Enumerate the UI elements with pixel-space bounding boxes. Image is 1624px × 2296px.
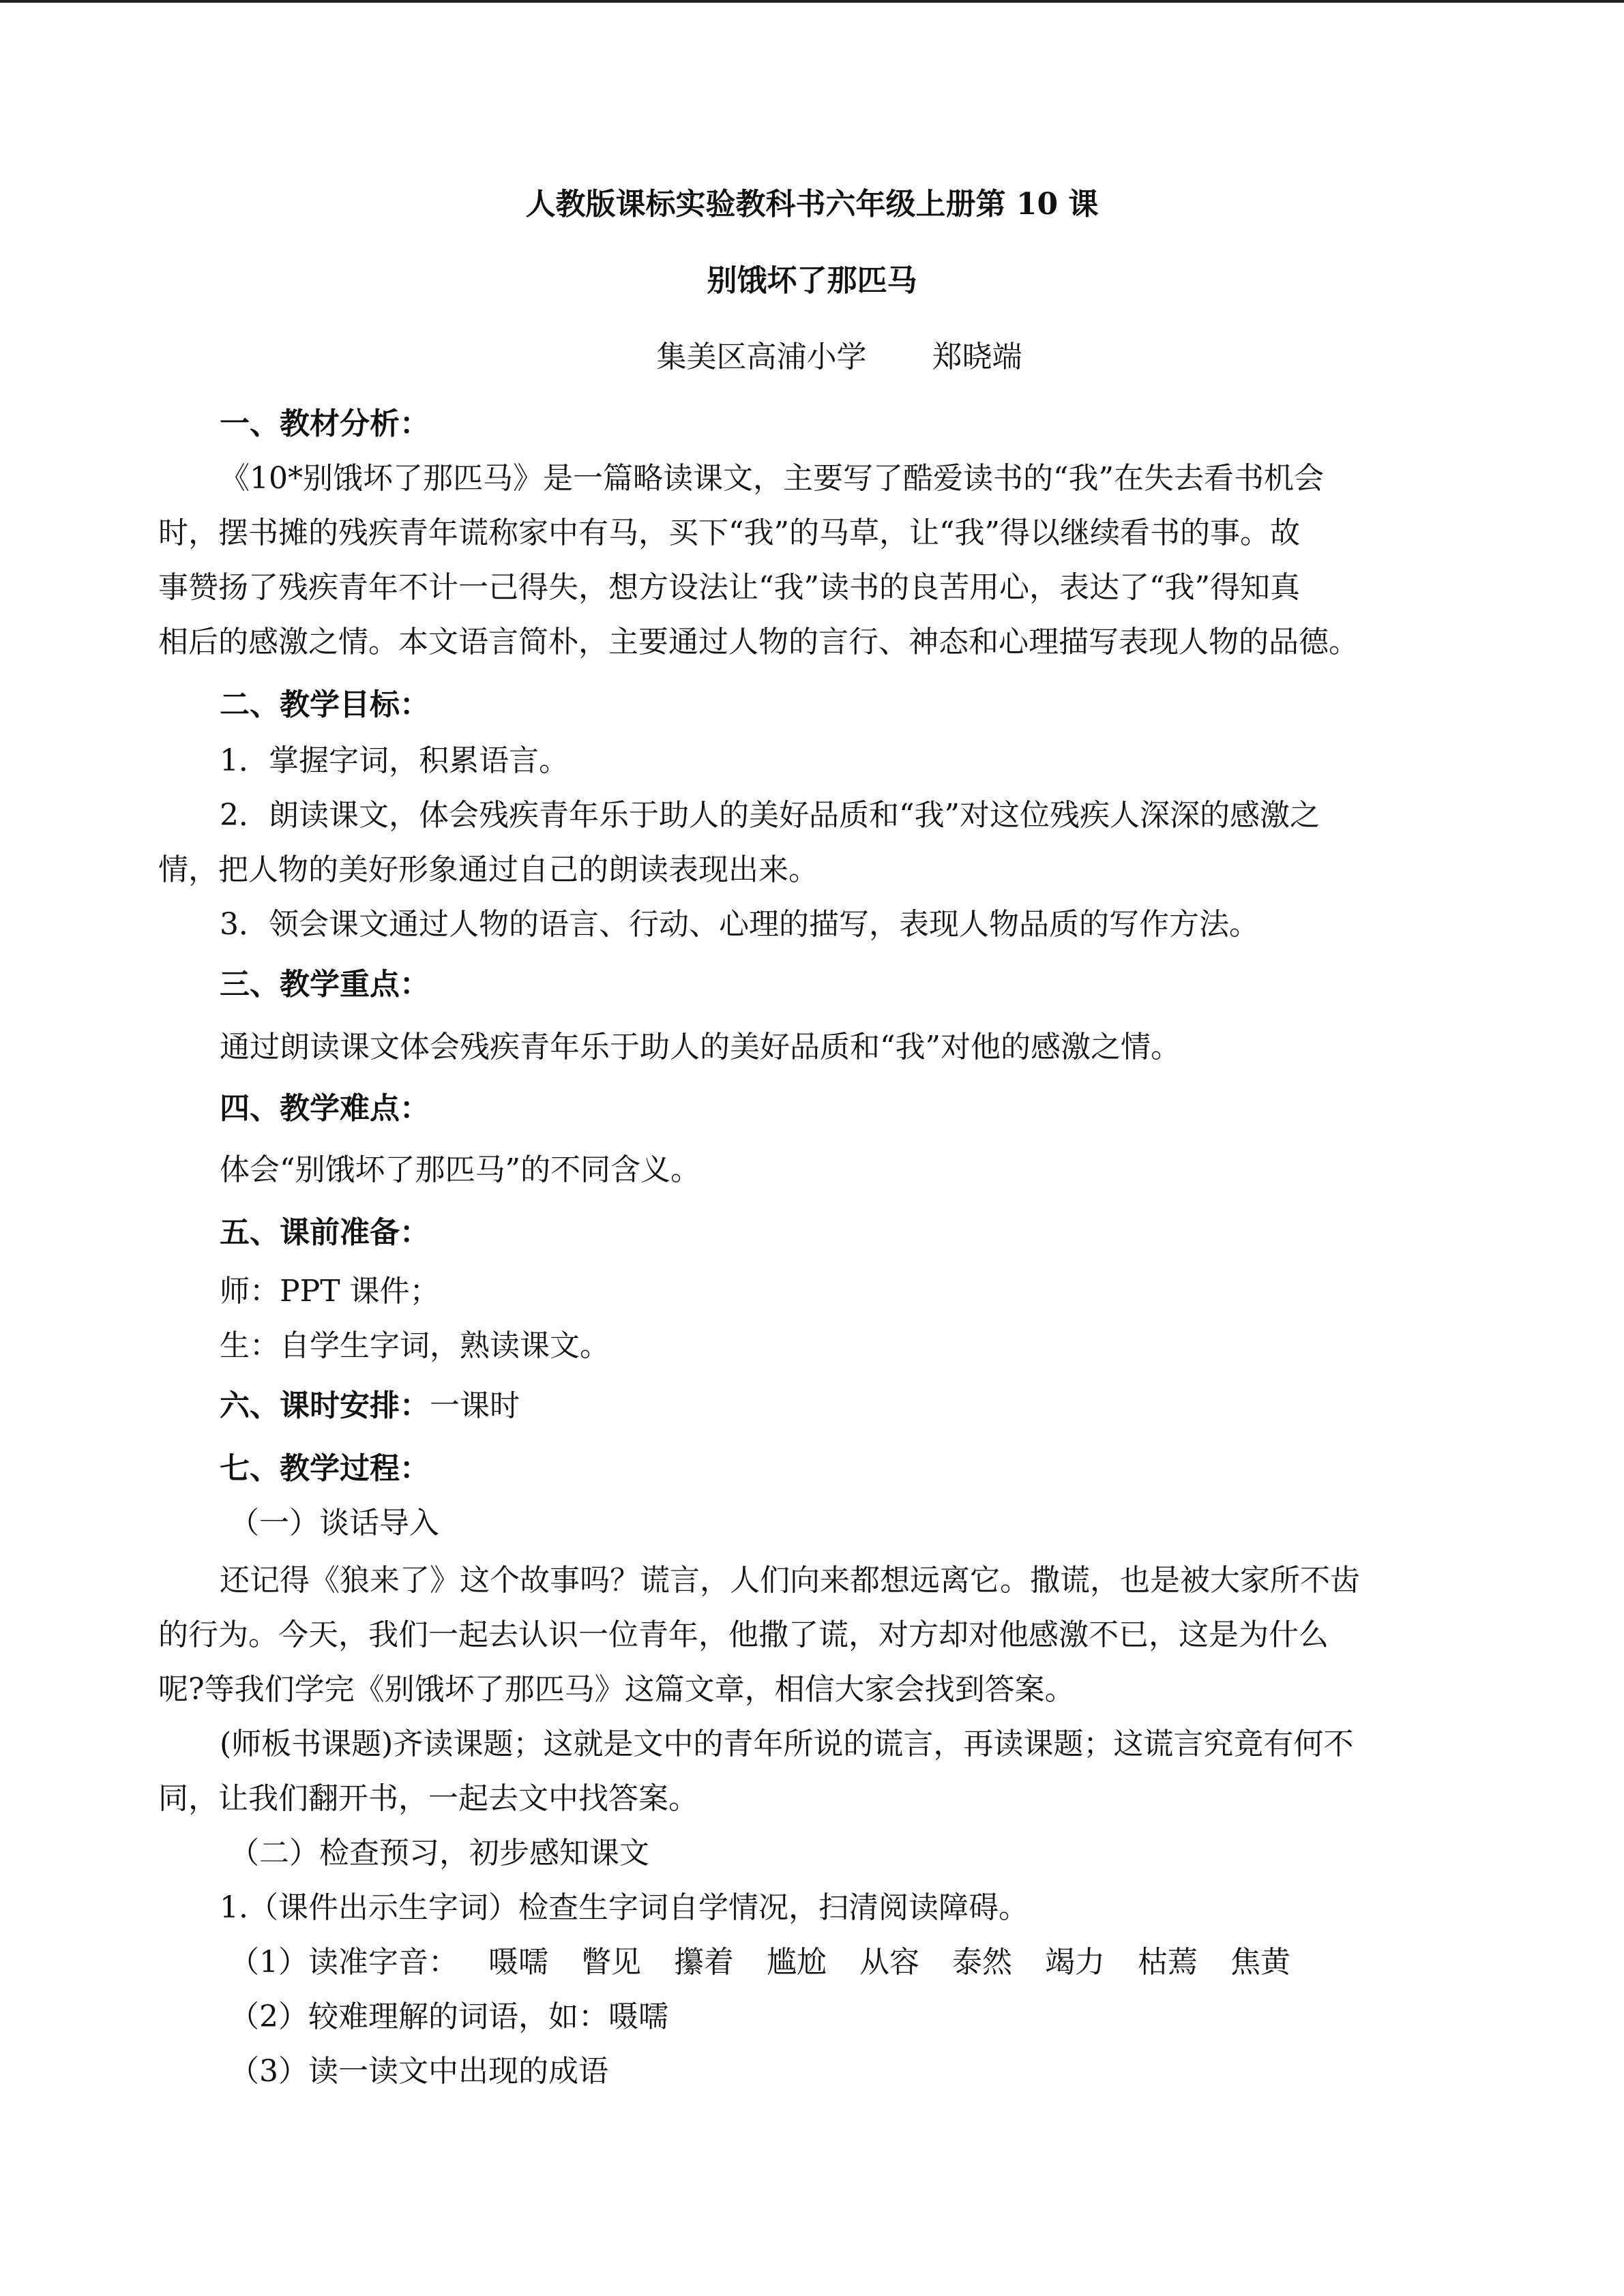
paragraph-line: 的行为。今天，我们一起去认识一位青年，他撒了谎，对方却对他感激不已，这是为什么 xyxy=(158,1617,1329,1652)
byline xyxy=(27,337,1624,378)
difficulties-text: 体会“别饿坏了那匹马”的不同含义。 xyxy=(220,1152,700,1187)
preparation-student: 生：自学生字词，熟读课文。 xyxy=(220,1328,610,1363)
author-name: 郑晓端 xyxy=(932,340,1022,374)
vocab-word: 攥着 xyxy=(674,1945,734,1980)
document-header: 人教版课标实验教科书六年级上册第 10 课 xyxy=(525,187,1099,222)
vocabulary-label: （1）读准字音： xyxy=(229,1945,458,1980)
vocab-word: 枯蔫 xyxy=(1138,1945,1198,1980)
process-part-2-title: （二）检查预习，初步感知课文 xyxy=(229,1836,649,1870)
vocab-word: 尴尬 xyxy=(767,1945,827,1980)
process-part-1-title: （一）谈话导入 xyxy=(229,1506,439,1540)
paragraph-line: 呢?等我们学完《别饿坏了那匹马》这篇文章，相信大家会找到答案。 xyxy=(158,1672,1075,1707)
paragraph-line: (师板书课题)齐读课题；这就是文中的青年所说的谎言，再读课题；这谎言究竟有何不 xyxy=(220,1727,1354,1761)
key-points-text: 通过朗读课文体会残疾青年乐于助人的美好品质和“我”对他的感激之情。 xyxy=(220,1030,1181,1064)
vocab-word: 从容 xyxy=(859,1945,919,1980)
process-item-1: 1.（课件出示生字词）检查生字词自学情况，扫清阅读障碍。 xyxy=(220,1890,1029,1925)
goal-item-3: 3．领会课文通过人物的语言、行动、心理的描写，表现人物品质的写作方法。 xyxy=(220,907,1259,942)
section-heading-process: 七、教学过程： xyxy=(220,1451,430,1486)
section-heading-goals: 二、教学目标： xyxy=(220,687,430,722)
paragraph-line: 同，让我们翻开书，一起去文中找答案。 xyxy=(158,1781,698,1816)
goal-item-1: 1．掌握字词，积累语言。 xyxy=(220,743,569,778)
schedule-text: 一课时 xyxy=(430,1388,520,1423)
section-heading-preparation: 五、课前准备： xyxy=(220,1215,430,1250)
vocab-word: 竭力 xyxy=(1045,1945,1105,1980)
school-name: 集美区高浦小学 xyxy=(656,340,867,374)
goal-item-2: 2．朗读课文，体会残疾青年乐于助人的美好品质和“我”对这位残疾人深深的感激之 xyxy=(220,798,1320,833)
vocab-word: 焦黄 xyxy=(1230,1945,1290,1980)
paragraph-line: 事赞扬了残疾青年不计一己得失，想方设法让“我”读书的良苦用心，表达了“我”得知真 xyxy=(158,570,1300,605)
paragraph-line: 时，摆书摊的残疾青年谎称家中有马，买下“我”的马草，让“我”得以继续看书的事。故 xyxy=(158,516,1300,550)
paragraph-line: 《10*别饿坏了那匹马》是一篇略读课文，主要写了酷爱读书的“我”在失去看书机会 xyxy=(220,461,1324,496)
paragraph-line: 还记得《狼来了》这个故事吗？谎言，人们向来都想远离它。撒谎，也是被大家所不齿 xyxy=(220,1563,1360,1598)
vocab-word: 泰然 xyxy=(952,1945,1012,1980)
section-heading-schedule: 六、课时安排： xyxy=(220,1388,430,1423)
paragraph-line: 相后的感激之情。本文语言简朴，主要通过人物的言行、神态和心理描写表现人物的品德。 xyxy=(158,625,1359,659)
preparation-teacher: 师：PPT 课件； xyxy=(220,1274,440,1309)
vocab-word: 瞥见 xyxy=(581,1945,641,1980)
section-heading-analysis: 一、教材分析： xyxy=(220,406,430,441)
goal-item-2-cont: 情，把人物的美好形象通过自己的朗读表现出来。 xyxy=(158,852,818,887)
vocab-word: 嗫嚅 xyxy=(488,1945,548,1980)
process-item-1-2: （2）较难理解的词语，如：嗫嚅 xyxy=(229,1999,668,2034)
vocabulary-line xyxy=(229,1942,1539,1983)
document-title: 别饿坏了那匹马 xyxy=(707,263,917,298)
schedule-line xyxy=(220,1386,1529,1427)
process-item-1-3: （3）读一读文中出现的成语 xyxy=(229,2054,608,2089)
section-heading-difficulties: 四、教学难点： xyxy=(220,1091,430,1126)
section-heading-key-points: 三、教学重点： xyxy=(220,967,430,1002)
